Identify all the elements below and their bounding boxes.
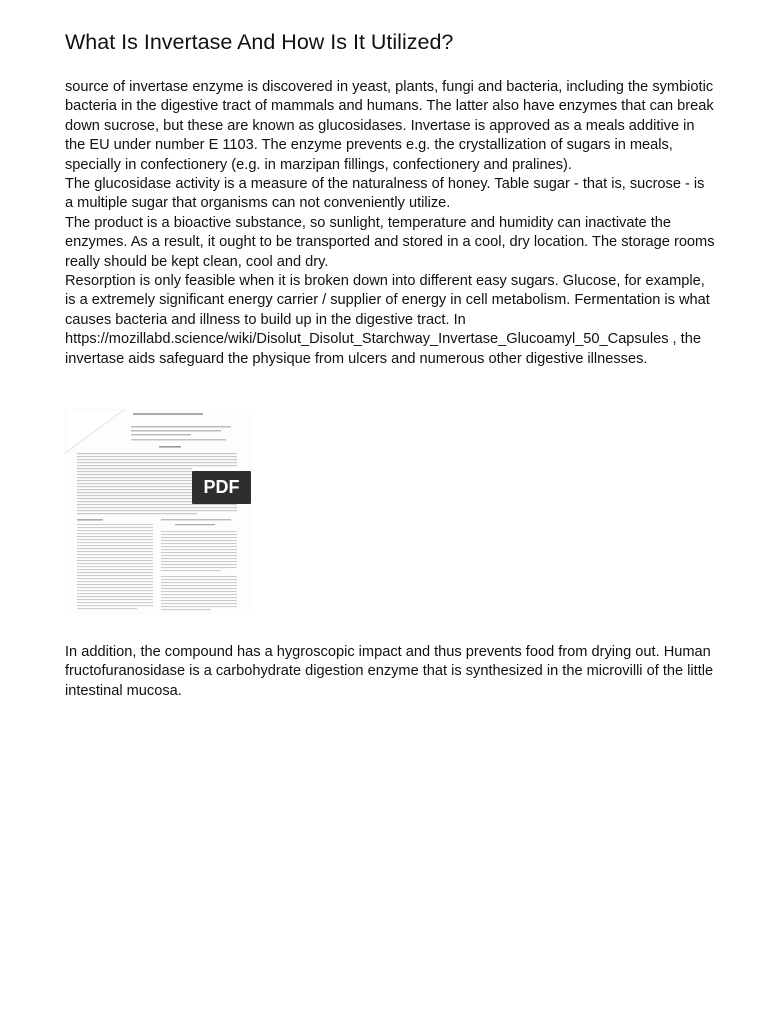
paragraph-4: Resorption is only feasible when it is broken down into different easy sugars. Glucose, for example, is a extremely significant energy carrier / supplier of energy in cell metabolism. Fermentation is what causes bacteria and illness to build up in the digestive tract. In https://mozillabd.science/wiki/Disolut_Disolut_Starchway_Invertase_Glucoamyl_50_Capsules , the invertase aids safeguard the physique from ulcers and numerous other digestive illnesses. (65, 273, 710, 367)
article-body (65, 78, 715, 369)
paragraph-3: The product is a bioactive substance, so sunlight, temperature and humidity can inactivate the enzymes. As a result, it ought to be transported and stored in a cool, dry location. The storage rooms really should be kept clean, cool and dry. (65, 214, 715, 270)
article-body-continued (65, 643, 715, 701)
paragraph-5: In addition, the compound has a hygroscopic impact and thus prevents food from drying out. Human fructofuranosidase is a carbohydrate digestion enzyme that is synthesized in the microvilli of the little intestinal mucosa. (65, 644, 714, 699)
pdf-thumbnail[interactable] (65, 409, 251, 615)
paragraph-1: source of invertase enzyme is discovered in yeast, plants, fungi and bacteria, including the symbiotic bacteria in the digestive tract of mammals and humans. The latter also have enzymes that can break down sucrose, but these are known as glucosidases. Invertase is approved as a meals additive in the EU under number E 1103. The enzyme prevents e.g. the crystallization of sugars in meals, specially in confectionery (e.g. in marzipan fillings, confectionery and pralines). (65, 79, 714, 173)
paragraph-2: The glucosidase activity is a measure of the naturalness of honey. Table sugar - that is, sucrose - is a multiple sugar that organisms can not conveniently utilize. (65, 176, 705, 212)
pdf-badge: PDF (192, 471, 251, 504)
pdf-page-preview-icon (65, 409, 251, 615)
page-title: What Is Invertase And How Is It Utilized? (65, 30, 454, 54)
